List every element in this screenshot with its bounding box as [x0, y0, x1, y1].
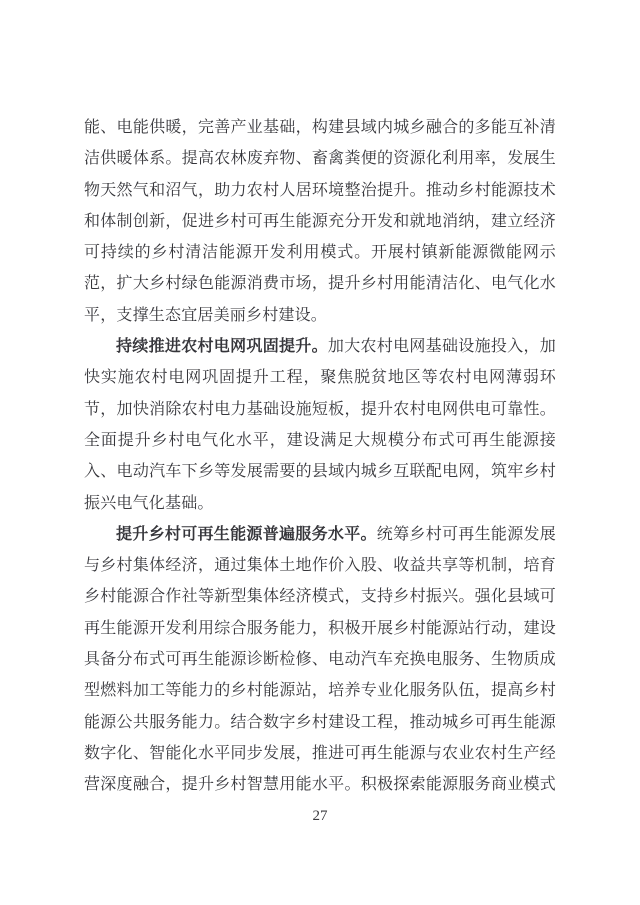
paragraph-lead-bold: 持续推进农村电网巩固提升。 — [116, 338, 328, 356]
text-line: 平，支撑生态宜居美丽乡村建设。 — [84, 306, 328, 324]
paragraph-lead-rest: 统筹乡村可再生能源发展 — [376, 525, 556, 543]
text-block — [84, 112, 556, 801]
text-line: 范，扩大乡村绿色能源消费市场，提升乡村用能清洁化、电气化水 — [84, 275, 556, 293]
text-line: 能源公共服务能力。结合数字乡村建设工程，推动城乡可再生能源 — [84, 713, 556, 731]
text-line: 可持续的乡村清洁能源开发利用模式。开展村镇新能源微能网示 — [84, 244, 556, 262]
text-line — [84, 519, 556, 550]
text-line: 再生能源开发利用综合服务能力，积极开展乡村能源站行动，建设 — [84, 619, 556, 637]
paragraph-grid-consolidation — [84, 331, 556, 519]
paragraph-continuation — [84, 112, 556, 331]
text-line: 营深度融合，提升乡村智慧用能水平。积极探索能源服务商业模式 — [84, 776, 556, 794]
text-line: 入、电动汽车下乡等发展需要的县域内城乡互联配电网，筑牢乡村 — [84, 463, 556, 481]
text-line: 数字化、智能化水平同步发展，推进可再生能源与农业农村生产经 — [84, 744, 556, 762]
paragraph-renewable-service — [84, 519, 556, 801]
text-line: 具备分布式可再生能源诊断检修、电动汽车充换电服务、生物质成 — [84, 651, 556, 669]
text-line: 洁供暖体系。提高农林废弃物、畜禽粪便的资源化利用率，发展生 — [84, 150, 556, 168]
paragraph-lead-bold: 提升乡村可再生能源普遍服务水平。 — [116, 525, 377, 543]
text-line: 和体制创新，促进乡村可再生能源充分开发和就地消纳，建立经济 — [84, 212, 556, 230]
text-line: 能、电能供暖，完善产业基础，构建县域内城乡融合的多能互补清 — [84, 119, 556, 136]
text-line: 振兴电气化基础。 — [84, 494, 214, 512]
text-line: 全面提升乡村电气化水平，建设满足大规模分布式可再生能源接 — [84, 431, 556, 449]
text-line: 节，加快消除农村电力基础设施短板，提升农村电网供电可靠性。 — [84, 400, 556, 418]
text-line: 型燃料加工等能力的乡村能源站，培养专业化服务队伍，提高乡村 — [84, 682, 556, 700]
text-line: 乡村能源合作社等新型集体经济模式，支持乡村振兴。强化县域可 — [84, 588, 556, 606]
text-line — [84, 331, 556, 362]
text-line: 与乡村集体经济，通过集体土地作价入股、收益共享等机制，培育 — [84, 557, 556, 575]
text-line: 快实施农村电网巩固提升工程，聚焦脱贫地区等农村电网薄弱环 — [84, 369, 556, 387]
text-line: 物天然气和沼气，助力农村人居环境整治提升。推动乡村能源技术 — [84, 181, 556, 199]
paragraph-lead-rest: 加大农村电网基础设施投入，加 — [327, 338, 556, 356]
page-number: 27 — [312, 808, 328, 824]
